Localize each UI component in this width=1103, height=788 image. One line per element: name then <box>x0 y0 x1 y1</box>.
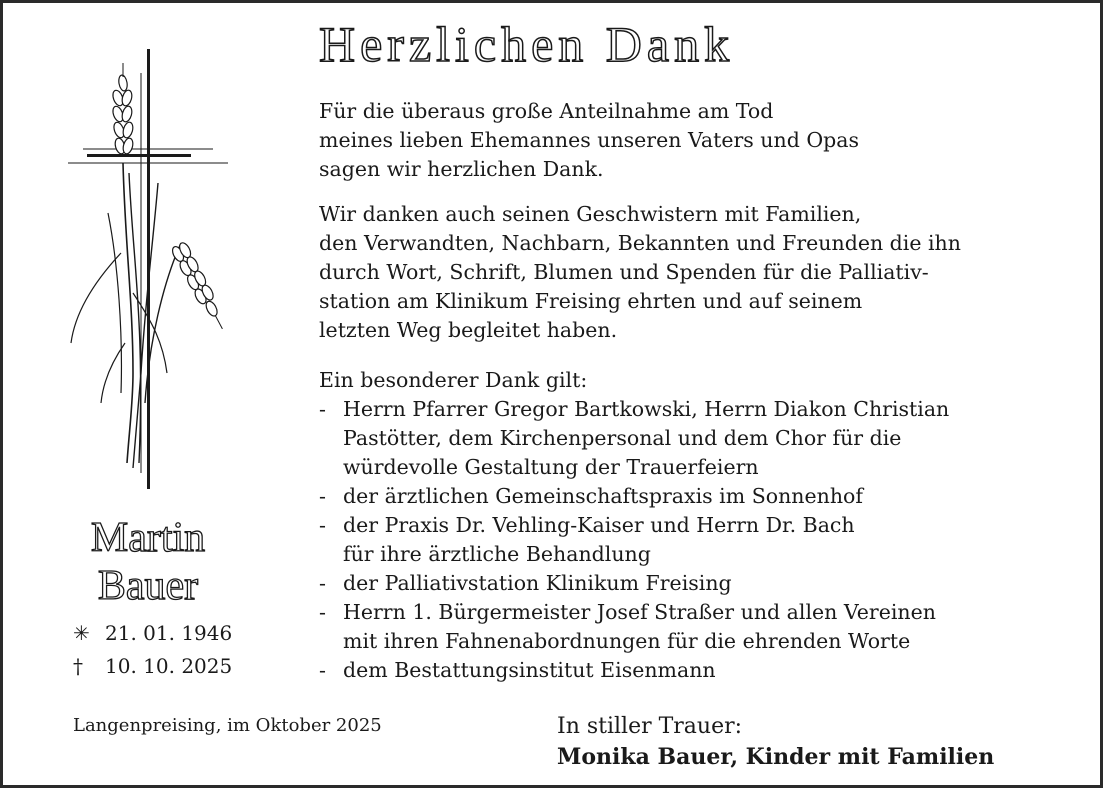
text-line: der Praxis Dr. Vehling-Kaiser und Herrn Dr. Bach <box>343 513 855 537</box>
birth-date: 21. 01. 1946 <box>105 621 233 645</box>
text-line: station am Klinikum Freising ehrten und auf seinem <box>319 289 863 313</box>
text-line: Für die überaus große Anteilnahme am Tod <box>319 99 774 123</box>
list-item <box>319 511 949 569</box>
list-item <box>319 569 949 598</box>
text-line: Herrn 1. Bürgermeister Josef Straßer und allen Vereinen <box>343 600 936 624</box>
deceased-first-name: Martin <box>90 515 206 561</box>
list-item <box>319 656 949 685</box>
thanks-paragraph-2 <box>319 200 961 345</box>
death-date: 10. 10. 2025 <box>105 654 233 678</box>
dash-marker: - <box>319 658 326 682</box>
birth-date-row <box>73 623 232 643</box>
dash-marker: - <box>319 571 326 595</box>
mourners-names: Monika Bauer, Kinder mit Familien <box>557 744 995 770</box>
list-item <box>319 395 949 482</box>
cross-wheat-icon <box>63 43 233 493</box>
mourners-intro: In stiller Trauer: <box>557 714 743 739</box>
death-date-row <box>73 656 232 676</box>
place-date: Langenpreising, im Oktober 2025 <box>73 715 382 736</box>
special-thanks-list <box>319 395 949 685</box>
dash-marker: - <box>319 397 326 421</box>
text-line: der ärztlichen Gemeinschaftspraxis im Sonnenhof <box>343 484 863 508</box>
text-line: letzten Weg begleitet haben. <box>319 318 618 342</box>
text-line: den Verwandten, Nachbarn, Bekannten und Freunden die ihn <box>319 231 961 255</box>
list-item <box>319 598 949 656</box>
text-line: würdevolle Gestaltung der Trauerfeiern <box>343 455 759 479</box>
death-cross-icon: † <box>73 654 83 678</box>
text-line: durch Wort, Schrift, Blumen und Spenden für die Palliativ- <box>319 260 929 284</box>
text-line: Wir danken auch seinen Geschwistern mit Familien, <box>319 202 862 226</box>
text-line: der Palliativstation Klinikum Freising <box>343 571 732 595</box>
text-line: sagen wir herzlichen Dank. <box>319 157 604 181</box>
special-thanks-intro: Ein besonderer Dank gilt: <box>319 368 588 392</box>
special-thanks <box>319 366 949 685</box>
dash-marker: - <box>319 513 326 537</box>
text-line: Herrn Pfarrer Gregor Bartkowski, Herrn Diakon Christian <box>343 397 950 421</box>
mourners <box>557 711 994 773</box>
text-line: für ihre ärztliche Behandlung <box>343 542 651 566</box>
text-line: dem Bestattungsinstitut Eisenmann <box>343 658 716 682</box>
thanks-paragraph-1 <box>319 97 859 184</box>
dash-marker: - <box>319 484 326 508</box>
dash-marker: - <box>319 600 326 624</box>
deceased-last-name: Bauer <box>97 563 199 609</box>
page-title: Herzlichen Dank <box>319 16 735 72</box>
list-item <box>319 482 949 511</box>
text-line: Pastötter, dem Kirchenpersonal und dem Chor für die <box>343 426 902 450</box>
birth-star-icon: ✳ <box>73 621 90 645</box>
text-line: mit ihren Fahnenabordnungen für die ehrenden Worte <box>343 629 911 653</box>
text-line: meines lieben Ehemannes unseren Vaters und Opas <box>319 128 860 152</box>
